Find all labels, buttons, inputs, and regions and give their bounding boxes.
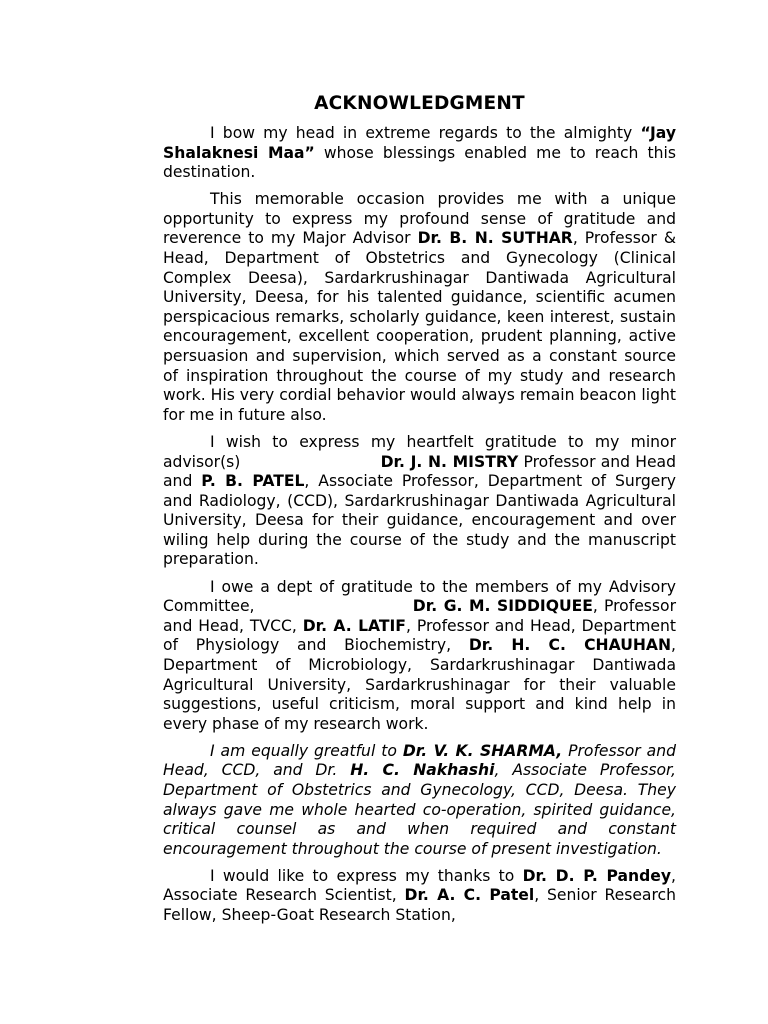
paragraph-blessings — [163, 124, 676, 183]
text-run: , Associate Research Scientist, — [163, 866, 676, 905]
paragraph-minor-advisors — [163, 432, 681, 570]
page-title: ACKNOWLEDGMENT — [314, 93, 525, 114]
paragraph-major-advisor — [163, 190, 676, 425]
person-name: Dr. J. N. MISTRY — [380, 452, 519, 471]
person-name: P. B. PATEL — [201, 472, 305, 491]
text-run: , Professor and Head, Department of Physiology and Biochemistry, — [163, 616, 676, 655]
text-run: I bow my head in extreme regards to the almighty — [210, 124, 641, 142]
person-name: Dr. B. N. SUTHAR — [417, 229, 573, 248]
text-run: I am equally greatful to — [210, 741, 403, 760]
person-name: Dr. A. C. Patel — [404, 886, 535, 905]
text-run: , Associate Professor, Department of Obstetrics and Gynecology, CCD, Deesa. They always gave me whole hearted co-operation, spirited guidance, critical counsel as and when required and constant encouragement throughout the course of present investigation. — [163, 761, 676, 858]
person-name: H. C. Nakhashi — [350, 761, 495, 780]
text-run: , Professor and Head, TVCC, — [163, 597, 676, 635]
text-run: This memorable occasion provides me with a unique opportunity to express my profound sense of gratitude and reverence to my Major Advisor — [163, 190, 676, 248]
text-run: Professor and Head and — [163, 452, 676, 491]
person-name: Dr. V. K. SHARMA, — [402, 741, 563, 760]
text-run: Professor and Head, CCD, and Dr. — [163, 741, 677, 780]
document-page — [163, 92, 681, 933]
text-run: I wish to express my heartfelt gratitude to my minor advisor(s) — [163, 432, 681, 471]
person-name: Dr. D. P. Pandey — [522, 866, 672, 885]
person-name: Dr. H. C. CHAUHAN — [468, 636, 672, 655]
deity-name: “Jay Shalaknesi Maa” — [163, 124, 676, 162]
paragraph-gratitude-italic — [163, 742, 676, 860]
person-name: Dr. G. M. SIDDIQUEE — [412, 597, 593, 616]
text-run: whose blessings enabled me to reach this destination. — [163, 143, 676, 182]
text-run: I would like to express my thanks to — [210, 866, 523, 885]
text-run: , Senior Research Fellow, Sheep-Goat Research Station, — [163, 886, 676, 925]
paragraph-thanks — [163, 867, 676, 926]
text-run: , Professor & Head, Department of Obstetrics and Gynecology (Clinical Complex Deesa), Sardarkrushinagar Dantiwada Agricultural University, Deesa, for his talented guidance, scientific acumen perspicacious remarks, scholarly guidance, keen interest, sustain encouragement, excellent cooperation, prudent planning, active persuasion and supervision, which served as a constant source of inspiration throughout the course of my study and research work. His very cordial behavior would always remain beacon light for me in future also. — [163, 229, 676, 424]
person-name: Dr. A. LATIF — [302, 616, 406, 635]
text-run: , Department of Microbiology, Sardarkrushinagar Dantiwada Agricultural University, Sardarkrushinagar for their valuable suggestions, useful criticism, moral support and kind help in every phase of my research work. — [163, 636, 676, 733]
text-run: , Associate Professor, Department of Surgery and Radiology, (CCD), Sardarkrushinagar Dantiwada Agricultural University, Deesa for their guidance, encouragement and over wiling help during the course of the study and the manuscript preparation. — [163, 472, 676, 569]
paragraph-advisory-committee — [163, 577, 681, 735]
text-run: I owe a dept of gratitude to the members of my Advisory Committee, — [163, 577, 681, 616]
